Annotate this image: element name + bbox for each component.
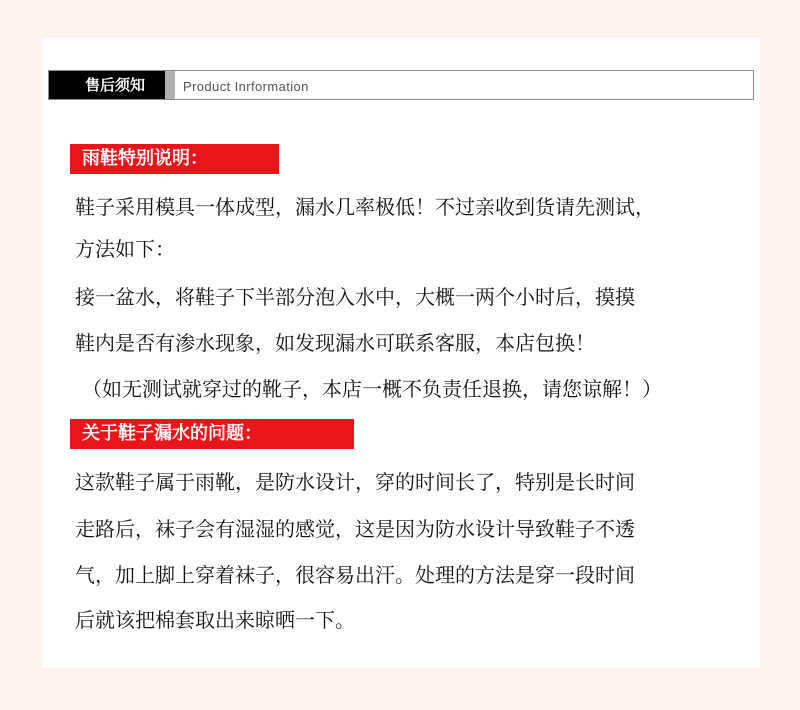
header-title: 售后须知: [85, 76, 146, 94]
info-card: [42, 38, 760, 668]
disclaimer-line: （如无测试就穿过的靴子，本店一概不负责任退换，请您谅解！）: [82, 377, 662, 401]
section-heading-leak-issue: 关于鞋子漏水的问题：: [70, 419, 354, 449]
paragraph-line: 鞋内是否有渗水现象，如发现漏水可联系客服，本店包换！: [75, 331, 595, 355]
paragraph-line: 接一盆水，将鞋子下半部分泡入水中，大概一两个小时后，摸摸: [75, 285, 635, 309]
section-header-bar: [48, 70, 754, 100]
paragraph-line: 鞋子采用模具一体成型，漏水几率极低！不过亲收到货请先测试，: [75, 195, 655, 219]
paragraph-line: 方法如下：: [75, 237, 175, 261]
paragraph-line: 走路后，袜子会有湿湿的感觉，这是因为防水设计导致鞋子不透: [75, 517, 635, 541]
header-title-block: [49, 71, 165, 99]
paragraph-line: 气，加上脚上穿着袜子，很容易出汗。处理的方法是穿一段时间: [75, 563, 635, 587]
header-divider: [165, 71, 175, 99]
paragraph-line: 后就该把棉套取出来晾晒一下。: [75, 608, 355, 632]
paragraph-line: 这款鞋子属于雨靴，是防水设计，穿的时间长了，特别是长时间: [75, 470, 635, 494]
section-heading-rain-boots: 雨鞋特别说明：: [70, 144, 279, 174]
header-subtitle: Product Inrformation: [183, 79, 309, 94]
